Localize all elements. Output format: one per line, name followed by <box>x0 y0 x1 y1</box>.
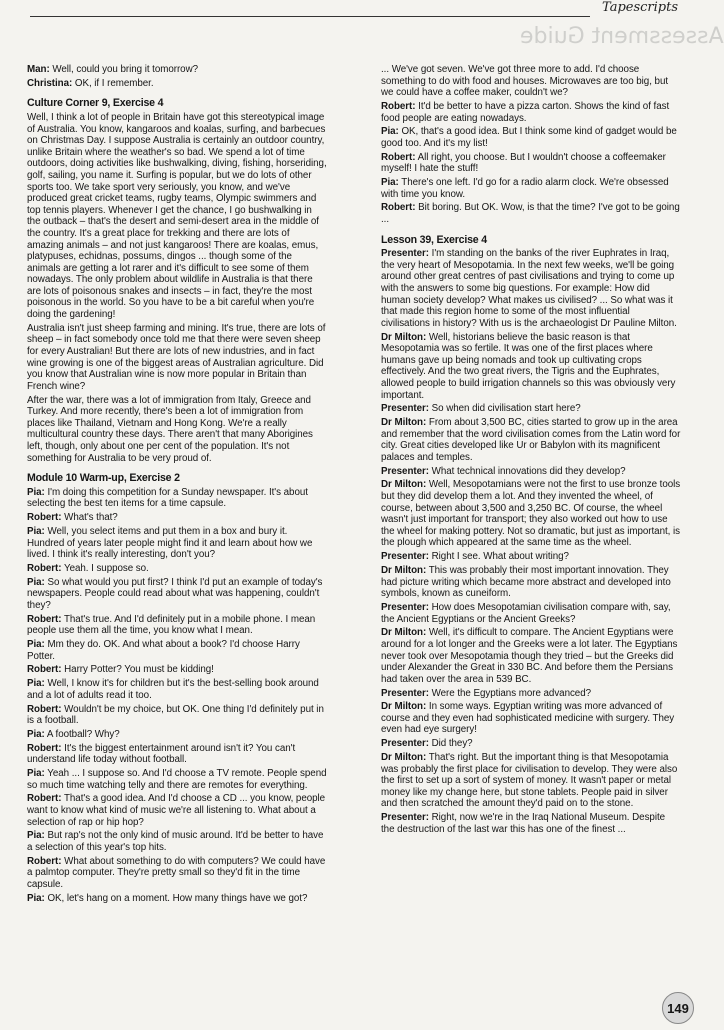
dialogue-line <box>27 639 327 662</box>
header-rule <box>30 16 590 17</box>
dialogue-line <box>381 551 681 563</box>
page-number: 149 <box>662 992 694 1024</box>
dialogue-line <box>27 729 327 741</box>
speaker-label: Pia: <box>27 830 45 842</box>
speaker-label: Robert: <box>27 855 62 867</box>
dialogue-line <box>381 752 681 810</box>
line-text: But rap's not the only kind of music around. It'd be better to have a selection of this year's top hits. <box>27 830 324 853</box>
dialogue-line <box>381 812 681 835</box>
speaker-label: Presenter: <box>381 403 429 415</box>
dialogue-line <box>27 793 327 828</box>
speaker-label: Presenter: <box>381 812 429 824</box>
line-text: How does Mesopotamian civilisation compare with, say, the Ancient Egyptians or the Ancient Greeks? <box>381 601 671 625</box>
speaker-label: Pia: <box>27 639 45 650</box>
speaker-label: Pia: <box>27 525 45 537</box>
speaker-label: Dr Milton: <box>381 752 427 764</box>
line-text: OK, that's a good idea. But I think some kind of gadget would be good too. And it's my list! <box>381 126 677 149</box>
line-text: That's right. But the important thing is that Mesopotamia was probably the first place for civilisation to develop. They were also the first to set up a sort of system of money. It wasn't paper or metal money like my change here, but stone tablets. People paid in silver and then scratched the amount they'd paid on to the stone. <box>381 752 678 810</box>
line-text: That's a good idea. And I'd choose a CD ... you know, people want to know what kind of music we're all listening to. What about a selection of rap or hip hop? <box>27 793 326 828</box>
dialogue-line <box>381 466 681 478</box>
line-text: From about 3,500 BC, cities started to grow up in the area and remember that the word civilisation comes from the Latin word for city. Great cities developed like Ur or Babylon with its magnificent palaces and temples. <box>381 417 681 463</box>
dialogue-line <box>381 152 681 175</box>
speaker-label: Pia: <box>381 177 399 189</box>
dialogue-line <box>381 403 681 415</box>
speaker-label: Pia: <box>27 576 45 588</box>
speaker-label: Robert: <box>27 742 62 754</box>
line-text: Did they? <box>428 738 473 750</box>
page-header-label: Tapescripts <box>602 0 678 15</box>
paragraph: Australia isn't just sheep farming and mining. It's true, there are lots of sheep – in fact somebody once told me that there were seven sheep for every Australian! But there are lots of new industries, and in fact wine growing is one of the biggest areas of Australian agriculture. Did you know that Australian wine is now more popular in Britain than French wine? <box>27 322 326 392</box>
speaker-label: Presenter: <box>381 465 429 477</box>
dialogue-line <box>381 565 681 600</box>
dialogue-line <box>27 487 327 510</box>
paragraph: ... We've got seven. We've got three more to add. I'd choose something to do with food and houses. Microwaves are too big, but we could have a coffee maker, couldn't we? <box>381 64 669 99</box>
line-text: So what would you put first? I think I'd put an example of today's newspapers. People could read about what was happening, couldn't they? <box>27 576 323 611</box>
dialogue-line <box>27 512 327 524</box>
speaker-label: Pia: <box>381 126 399 138</box>
speaker-label: Robert: <box>27 664 62 676</box>
line-text: Harry Potter? You must be kidding! <box>61 664 214 676</box>
dialogue-line <box>27 526 327 561</box>
line-text: Right I see. What about writing? <box>428 551 569 563</box>
dialogue-line <box>381 738 681 750</box>
speaker-label: Dr Milton: <box>381 701 427 713</box>
line-text: Yeah ... I suppose so. And I'd choose a TV remote. People spend so much time watching telly and there are remotes for everything. <box>27 768 327 791</box>
dialogue-line <box>381 688 681 700</box>
speaker-label: Dr Milton: <box>381 565 427 576</box>
dialogue-line <box>381 332 681 402</box>
speaker-label: Dr Milton: <box>381 627 427 639</box>
speaker-label: Dr Milton: <box>381 479 427 491</box>
dialogue-line <box>381 126 681 149</box>
line-text: Were the Egyptians more advanced? <box>428 687 592 699</box>
line-text: OK, let's hang on a moment. How many things have we got? <box>44 892 308 904</box>
speaker-label: Pia: <box>27 728 45 740</box>
line-text: Well, could you bring it tomorrow? <box>49 64 199 75</box>
dialogue-line <box>27 577 327 612</box>
line-text: All right, you choose. But I wouldn't choose a coffeemaker myself! I hate the stuff! <box>381 151 666 175</box>
dialogue-line <box>27 664 327 676</box>
dialogue-line <box>27 614 327 637</box>
dialogue-line <box>381 248 681 329</box>
line-text: A football? Why? <box>44 728 120 740</box>
line-text: I'm doing this competition for a Sunday newspaper. It's about selecting the best ten items for a time capsule. <box>27 486 308 510</box>
line-text: So when did civilisation start here? <box>428 403 581 415</box>
speaker-label: Presenter: <box>381 601 429 613</box>
speaker-label: Presenter: <box>381 687 429 699</box>
line-text: This was probably their most important innovation. They had picture writing which became more abstract and developed into symbols, known as cuneiform. <box>381 565 671 600</box>
paragraph: Well, I think a lot of people in Britain have got this stereotypical image of Australia. You know, kangaroos and koalas, surfing, and barbecues on Christmas Day. I suppose Australia is certainly an outdoor country, unlike Britain where the weather's so bad. We spend a lot of time outdoors, doing activities like bushwalking, diving, fishing, horseriding, golf, sailing, you name it. Surfing is popular, but we do lots of other sports too. We take sport very seriously, you know, and we've produced great cricket teams, rugby teams, Olympic swimmers and top tennis players. Whenever I get the chance, I go bushwalking in the outback – that's the desert and semi-desert area in the middle of the country. It's a great place for trekking and there are lots of amazing animals – and not just kangaroos! There are koalas, emus, platypuses, echidnas, possums, dingos ... though some of the animals are getting a lot rarer and it's difficult to see some of them nowadays. The only problem about wildlife in Australia is that there are lots of poisonous snakes and insects – in fact, they're the most poisonous in the world. So you have to be a bit careful when you're doing the gardening! <box>27 111 327 321</box>
speaker-label: Christina: <box>27 77 73 89</box>
line-text: In some ways. Egyptian writing was more advanced of course and they even had sophisticated medicine with surgery. They even had eye surgery! <box>381 701 675 736</box>
dialogue-line <box>27 830 327 853</box>
speaker-label: Presenter: <box>381 738 429 750</box>
line-text: I'm standing on the banks of the river Euphrates in Iraq, the very heart of Mesopotamia. In the next few weeks, we'll be going around other great centres of past civilisations and trying to come up with the answers to some big questions. For example: How did human society develop? What makes us civilised? ... So what was it that made this region home to some of the most influential civilisations in history? With us is the archaeologist Dr Pauline Milton. <box>381 248 677 329</box>
speaker-label: Presenter: <box>381 551 429 563</box>
dialogue-line <box>381 627 681 685</box>
show-through-title: Assessment Guide <box>520 24 724 49</box>
line-text: OK, if I remember. <box>72 77 154 89</box>
line-text: Bit boring. But OK. Wow, is that the time? I've got to be going ... <box>381 202 680 226</box>
speaker-label: Pia: <box>27 486 45 498</box>
speaker-label: Robert: <box>27 613 62 625</box>
section-heading: Culture Corner 9, Exercise 4 <box>27 97 164 110</box>
line-text: Well, I know it's for children but it's the best-selling book around and a lot of adults read it too. <box>27 678 319 701</box>
dialogue-line <box>27 893 327 905</box>
line-text: Well, you select items and put them in a box and bury it. Hundred of years later people might find it and learn about how we lived. I think it's really interesting, don't you? <box>27 525 313 561</box>
line-text: Yeah. I suppose so. <box>61 562 149 574</box>
speaker-label: Robert: <box>27 793 62 805</box>
line-text: What about something to do with computers? We could have a palmtop computer. They're pretty small so they'd fit in the time capsule. <box>27 855 326 890</box>
line-text: Wouldn't be my choice, but OK. One thing I'd definitely put in is a football. <box>27 703 324 727</box>
speaker-label: Robert: <box>381 202 416 214</box>
speaker-label: Dr Milton: <box>381 417 427 429</box>
dialogue-line <box>381 177 681 200</box>
speaker-label: Pia: <box>27 892 45 904</box>
speaker-label: Dr Milton: <box>381 331 427 343</box>
line-text: Well, Mesopotamians were not the first to use bronze tools but they did develop them a lot. And they invented the wheel, of course, between about 3,500 and 3,250 BC. Of course, the wheel wasn't just important for transport; they also worked out how to use the wheel for making pottery. Not so dramatic, but just as important, is the plough which appeared at the same time as the wheel. <box>381 479 681 549</box>
dialogue-line <box>27 743 327 766</box>
line-text: It's the biggest entertainment around isn't it? You can't understand life today without football. <box>27 742 296 766</box>
dialogue-line <box>381 602 681 625</box>
speaker-label: Pia: <box>27 768 45 780</box>
line-text: There's one left. I'd go for a radio alarm clock. We're obsessed with time you know. <box>381 177 669 200</box>
speaker-label: Pia: <box>27 678 45 690</box>
dialogue-line <box>27 678 327 701</box>
dialogue-line <box>381 479 681 549</box>
line-text: That's true. And I'd definitely put in a mobile phone. I mean people use them all the time, you know what I mean. <box>27 613 316 637</box>
section-heading: Lesson 39, Exercise 4 <box>381 233 487 246</box>
speaker-label: Robert: <box>27 562 62 574</box>
line-text: Mm they do. OK. And what about a book? I'd choose Harry Potter. <box>27 639 300 662</box>
dialogue-line <box>27 704 327 727</box>
dialogue-line <box>27 64 327 76</box>
right-column <box>381 64 681 838</box>
line-text: Well, historians believe the basic reason is that Mesopotamia was so fertile. It was one of the first places where humans gave up being nomads and took up cultivating crops effectively. And the two great rivers, the Tigris and the Euphrates, allowed people to build irrigation channels so this was obviously very important. <box>381 331 676 401</box>
speaker-label: Robert: <box>381 151 416 163</box>
dialogue-line <box>27 78 327 90</box>
dialogue-line <box>381 202 681 225</box>
dialogue-line <box>381 701 681 736</box>
paragraph: After the war, there was a lot of immigration from Italy, Greece and Turkey. And more recently, there's been a lot of immigration from places like Thailand, Vietnam and Hong Kong. We're a really multicultural country these days. There aren't that many Aborigines left, though, only about one per cent of the population. It's not something for Australia to be very proud of. <box>27 394 313 464</box>
line-text: What technical innovations did they develop? <box>428 465 626 477</box>
dialogue-line <box>381 101 681 124</box>
dialogue-line <box>381 417 681 463</box>
dialogue-line <box>27 768 327 791</box>
speaker-label: Robert: <box>27 703 62 715</box>
line-text: It'd be better to have a pizza carton. Shows the kind of fast food people are eating nowadays. <box>381 100 670 124</box>
dialogue-line <box>27 856 327 891</box>
section-heading: Module 10 Warm-up, Exercise 2 <box>27 472 180 485</box>
column-gutter <box>327 60 375 1000</box>
line-text: Right, now we're in the Iraq National Museum. Despite the destruction of the last war this has one of the finest ... <box>381 812 666 835</box>
line-text: Well, it's difficult to compare. The Ancient Egyptians were around for a lot longer and the Greeks were a lot later. The Egyptians never took over Mesopotamia though they tried – but the Greeks did under Alexander the Great in 330 BC. And before them the Persians had taken over the area in 539 BC. <box>381 627 678 685</box>
dialogue-line <box>27 563 327 575</box>
speaker-label: Robert: <box>381 100 416 112</box>
left-column <box>27 64 327 907</box>
speaker-label: Presenter: <box>381 248 429 260</box>
speaker-label: Robert: <box>27 512 62 524</box>
speaker-label: Man: <box>27 64 50 75</box>
line-text: What's that? <box>61 512 118 524</box>
